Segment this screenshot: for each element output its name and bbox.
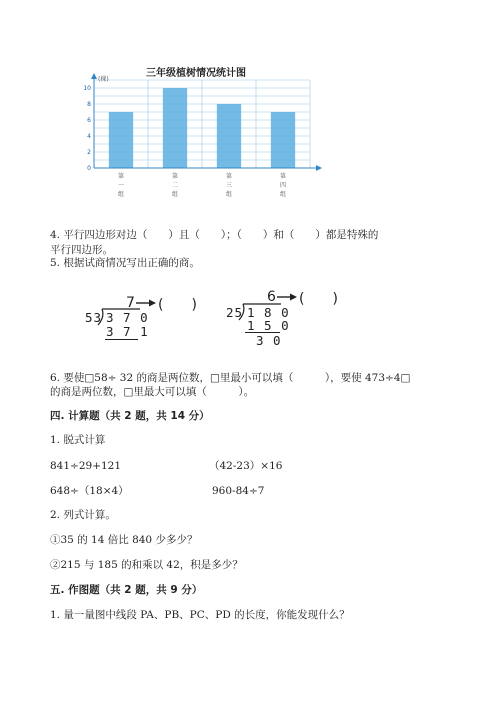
division-1-divisor: 53 xyxy=(85,310,103,325)
question-4-line2: 平行四边形。 xyxy=(50,244,113,256)
calc-1-expression-c: 648÷（18×4） xyxy=(50,485,129,497)
calc-1-expression-d: 960-84÷7 xyxy=(212,485,265,497)
x-category-label: 第一组 xyxy=(117,173,125,198)
division-1-product: 3 7 1 xyxy=(106,324,149,339)
y-tick-label: 8 xyxy=(87,101,91,108)
division-1-underline xyxy=(105,339,138,340)
y-tick-label: 10 xyxy=(83,85,91,92)
y-axis-arrow-icon xyxy=(91,73,97,79)
x-category-label: 第二组 xyxy=(171,173,179,198)
question-5: 5. 根据试商情况写出正确的商。 xyxy=(50,257,200,269)
draw-1-question: 1. 量一量图中线段 PA、PB、PC、PD 的长度，你能发现什么？ xyxy=(50,609,350,621)
division-2-arrow-icon xyxy=(276,291,298,303)
question-6-line2: 的商是两位数，□里最大可以填（ ）。 xyxy=(50,386,255,398)
calc-1-expression-b: （42-23）×16 xyxy=(209,460,283,472)
bar xyxy=(217,104,241,168)
bar xyxy=(163,88,187,168)
bar xyxy=(271,112,295,168)
bar xyxy=(109,112,133,168)
section-4-title: 四. 计算题（共 2 题，共 14 分） xyxy=(50,410,210,422)
division-2-answer-blank: ( ) xyxy=(299,291,338,307)
calc-1-expression-a: 841÷29+121 xyxy=(50,460,122,472)
calc-2-problem-b: ②215 与 185 的和乘以 42，积是多少？ xyxy=(50,559,243,571)
calc-2-title: 2. 列式计算。 xyxy=(50,509,116,521)
calc-2-problem-a: ①35 的 14 倍比 840 少多少？ xyxy=(50,534,198,546)
y-tick-label: 6 xyxy=(87,117,91,124)
y-tick-label: 0 xyxy=(87,165,91,172)
section-5-title: 五. 作图题（共 2 题，共 9 分） xyxy=(50,584,203,596)
y-tick-label: 2 xyxy=(87,149,91,156)
calc-1-title: 1. 脱式计算 xyxy=(50,434,106,446)
division-2-product: 1 5 0 xyxy=(247,318,290,333)
question-4-line1: 4. 平行四边形对边（ ）且（ ）；（ ）和（ ）都是特殊的 xyxy=(50,229,379,241)
y-axis-ticks xyxy=(83,85,91,172)
y-axis-unit: (棵) xyxy=(98,76,109,83)
division-2-dividend: 1 8 0 xyxy=(247,305,290,320)
x-category-label: 第三组 xyxy=(225,173,233,198)
x-axis-categories xyxy=(118,172,286,198)
chart-title: 三年级植树情况统计图 xyxy=(146,68,246,79)
division-2-divisor: 25 xyxy=(226,305,244,320)
x-axis-arrow-icon xyxy=(316,165,322,171)
y-tick-label: 4 xyxy=(87,133,91,140)
x-category-label: 第四组 xyxy=(279,173,287,198)
division-2-remainder: 3 0 xyxy=(256,333,282,348)
division-1-dividend: 3 7 0 xyxy=(106,310,149,325)
bar-chart xyxy=(78,72,340,204)
division-1-answer-blank: ( ) xyxy=(158,297,197,313)
division-2-quotient: 6 xyxy=(267,289,276,305)
question-6-line1: 6. 要使□58÷ 32 的商是两位数，□里最小可以填（ ），要使 473÷4□ xyxy=(50,372,411,384)
division-1-quotient: 7 xyxy=(126,295,135,311)
